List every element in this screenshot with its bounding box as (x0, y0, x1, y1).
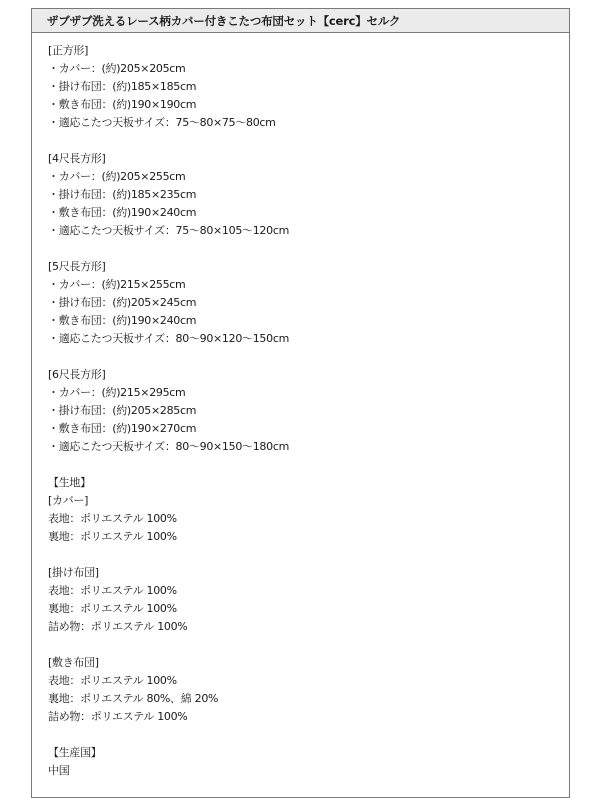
size-kake: ・掛け布団：(約)185×185cm (48, 80, 197, 93)
origin-section (48, 744, 559, 780)
material-shiki-outer: 表地：ポリエステル 100% (48, 674, 177, 687)
size-kake: ・掛け布団：(約)205×245cm (48, 296, 197, 309)
material-shiki-heading: [敷き布団] (48, 656, 99, 669)
size-shiki: ・敷き布団：(約)190×190cm (48, 98, 197, 111)
size-kake: ・掛け布団：(約)205×285cm (48, 404, 197, 417)
size-heading: [正方形] (48, 44, 89, 57)
material-shiki-fill: 詰め物：ポリエステル 100% (48, 710, 188, 723)
size-table: ・適応こたつ天板サイズ：75～80×75～80cm (48, 116, 276, 129)
material-kake-heading: [掛け布団] (48, 566, 99, 579)
size-section-square (48, 42, 559, 132)
product-spec-panel (31, 8, 570, 798)
size-table: ・適応こたつ天板サイズ：75～80×105～120cm (48, 224, 289, 237)
material-kake-fill: 詰め物：ポリエステル 100% (48, 620, 188, 633)
material-cover-inner: 裏地：ポリエステル 100% (48, 530, 177, 543)
size-cover: ・カバー：(約)215×295cm (48, 386, 186, 399)
material-cover-outer: 表地：ポリエステル 100% (48, 512, 177, 525)
size-kake: ・掛け布団：(約)185×235cm (48, 188, 197, 201)
spacer (48, 348, 559, 366)
size-shiki: ・敷き布団：(約)190×240cm (48, 314, 197, 327)
size-heading: [4尺長方形] (48, 152, 106, 165)
size-cover: ・カバー：(約)205×205cm (48, 62, 186, 75)
spacer (48, 456, 559, 474)
title-bar (32, 9, 569, 33)
spacer (48, 636, 559, 654)
size-heading: [5尺長方形] (48, 260, 106, 273)
size-heading: [6尺長方形] (48, 368, 106, 381)
size-shiki: ・敷き布団：(約)190×270cm (48, 422, 197, 435)
size-shiki: ・敷き布団：(約)190×240cm (48, 206, 197, 219)
spacer (48, 546, 559, 564)
size-section-5shaku (48, 258, 559, 348)
material-kake-outer: 表地：ポリエステル 100% (48, 584, 177, 597)
spacer (48, 726, 559, 744)
material-heading: 【生地】 (48, 476, 91, 489)
material-kake-inner: 裏地：ポリエステル 100% (48, 602, 177, 615)
spacer (48, 132, 559, 150)
origin-value: 中国 (48, 764, 70, 777)
material-section (48, 474, 559, 726)
size-table: ・適応こたつ天板サイズ：80～90×150～180cm (48, 440, 289, 453)
size-section-4shaku (48, 150, 559, 240)
size-table: ・適応こたつ天板サイズ：80～90×120～150cm (48, 332, 289, 345)
product-title: ザブザブ洗えるレース柄カバー付きこたつ布団セット【cerc】セルク (47, 13, 401, 28)
spacer (48, 240, 559, 258)
spec-content (48, 42, 559, 780)
material-cover-heading: [カバー] (48, 494, 89, 507)
size-section-6shaku (48, 366, 559, 456)
material-shiki-inner: 裏地：ポリエステル 80%、綿 20% (48, 692, 219, 705)
size-cover: ・カバー：(約)205×255cm (48, 170, 186, 183)
size-cover: ・カバー：(約)215×255cm (48, 278, 186, 291)
origin-heading: 【生産国】 (48, 746, 102, 759)
